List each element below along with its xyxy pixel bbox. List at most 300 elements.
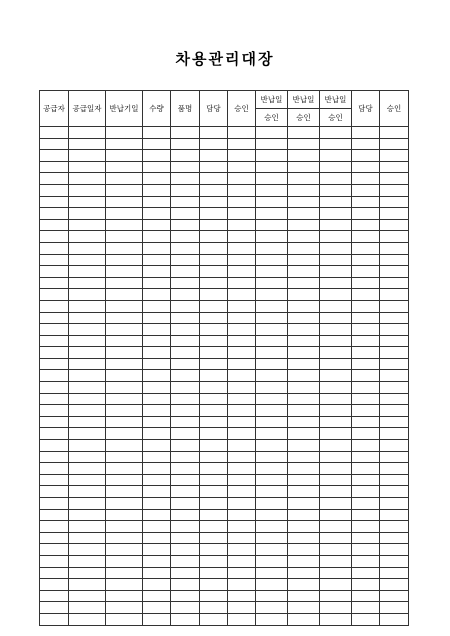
- table-cell[interactable]: [256, 393, 288, 405]
- table-cell[interactable]: [352, 463, 380, 475]
- table-cell[interactable]: [106, 613, 143, 625]
- table-cell[interactable]: [143, 335, 171, 347]
- table-cell[interactable]: [256, 208, 288, 220]
- table-cell[interactable]: [200, 590, 228, 602]
- table-cell[interactable]: [352, 613, 380, 625]
- table-cell[interactable]: [288, 242, 320, 254]
- table-cell[interactable]: [320, 405, 352, 417]
- table-cell[interactable]: [256, 451, 288, 463]
- table-cell[interactable]: [256, 219, 288, 231]
- table-cell[interactable]: [171, 416, 200, 428]
- table-cell[interactable]: [200, 335, 228, 347]
- table-cell[interactable]: [40, 555, 69, 567]
- table-cell[interactable]: [256, 300, 288, 312]
- table-cell[interactable]: [228, 324, 256, 336]
- table-cell[interactable]: [106, 579, 143, 591]
- table-cell[interactable]: [171, 440, 200, 452]
- table-cell[interactable]: [256, 138, 288, 150]
- table-cell[interactable]: [69, 579, 106, 591]
- table-cell[interactable]: [200, 208, 228, 220]
- table-cell[interactable]: [228, 590, 256, 602]
- table-cell[interactable]: [352, 231, 380, 243]
- table-cell[interactable]: [228, 382, 256, 394]
- table-cell[interactable]: [171, 498, 200, 510]
- table-cell[interactable]: [380, 208, 409, 220]
- table-cell[interactable]: [380, 474, 409, 486]
- table-cell[interactable]: [171, 208, 200, 220]
- table-cell[interactable]: [256, 335, 288, 347]
- table-cell[interactable]: [69, 277, 106, 289]
- table-cell[interactable]: [256, 277, 288, 289]
- table-cell[interactable]: [40, 150, 69, 162]
- table-cell[interactable]: [228, 208, 256, 220]
- table-cell[interactable]: [288, 335, 320, 347]
- table-cell[interactable]: [380, 590, 409, 602]
- table-cell[interactable]: [288, 393, 320, 405]
- table-cell[interactable]: [200, 277, 228, 289]
- table-cell[interactable]: [200, 347, 228, 359]
- table-cell[interactable]: [69, 208, 106, 220]
- table-cell[interactable]: [380, 300, 409, 312]
- table-cell[interactable]: [288, 579, 320, 591]
- table-cell[interactable]: [143, 300, 171, 312]
- table-cell[interactable]: [200, 544, 228, 556]
- table-cell[interactable]: [380, 567, 409, 579]
- table-cell[interactable]: [143, 451, 171, 463]
- table-cell[interactable]: [320, 300, 352, 312]
- table-cell[interactable]: [40, 463, 69, 475]
- table-cell[interactable]: [288, 289, 320, 301]
- table-cell[interactable]: [320, 382, 352, 394]
- table-cell[interactable]: [228, 602, 256, 614]
- table-cell[interactable]: [40, 486, 69, 498]
- table-cell[interactable]: [200, 532, 228, 544]
- table-cell[interactable]: [69, 127, 106, 139]
- table-cell[interactable]: [40, 579, 69, 591]
- table-cell[interactable]: [228, 509, 256, 521]
- table-cell[interactable]: [143, 161, 171, 173]
- table-cell[interactable]: [320, 474, 352, 486]
- table-cell[interactable]: [256, 567, 288, 579]
- table-cell[interactable]: [200, 498, 228, 510]
- table-cell[interactable]: [40, 138, 69, 150]
- table-cell[interactable]: [228, 613, 256, 625]
- table-cell[interactable]: [106, 428, 143, 440]
- table-cell[interactable]: [228, 242, 256, 254]
- table-cell[interactable]: [288, 127, 320, 139]
- table-cell[interactable]: [40, 521, 69, 533]
- table-cell[interactable]: [69, 219, 106, 231]
- table-cell[interactable]: [352, 324, 380, 336]
- table-cell[interactable]: [106, 208, 143, 220]
- table-cell[interactable]: [352, 127, 380, 139]
- table-cell[interactable]: [228, 474, 256, 486]
- table-cell[interactable]: [69, 254, 106, 266]
- table-cell[interactable]: [171, 254, 200, 266]
- table-cell[interactable]: [256, 579, 288, 591]
- table-cell[interactable]: [228, 335, 256, 347]
- table-cell[interactable]: [143, 266, 171, 278]
- table-cell[interactable]: [69, 567, 106, 579]
- table-cell[interactable]: [288, 370, 320, 382]
- table-cell[interactable]: [69, 242, 106, 254]
- table-cell[interactable]: [40, 393, 69, 405]
- table-cell[interactable]: [320, 289, 352, 301]
- table-cell[interactable]: [40, 173, 69, 185]
- table-cell[interactable]: [380, 532, 409, 544]
- table-cell[interactable]: [106, 254, 143, 266]
- table-cell[interactable]: [69, 173, 106, 185]
- table-cell[interactable]: [380, 277, 409, 289]
- table-cell[interactable]: [69, 498, 106, 510]
- table-cell[interactable]: [380, 451, 409, 463]
- table-cell[interactable]: [40, 416, 69, 428]
- table-cell[interactable]: [352, 486, 380, 498]
- table-cell[interactable]: [171, 184, 200, 196]
- table-cell[interactable]: [69, 335, 106, 347]
- table-cell[interactable]: [320, 532, 352, 544]
- table-cell[interactable]: [143, 312, 171, 324]
- table-cell[interactable]: [380, 498, 409, 510]
- table-cell[interactable]: [171, 474, 200, 486]
- table-cell[interactable]: [380, 266, 409, 278]
- table-cell[interactable]: [200, 161, 228, 173]
- table-cell[interactable]: [352, 277, 380, 289]
- table-cell[interactable]: [200, 358, 228, 370]
- table-cell[interactable]: [171, 335, 200, 347]
- table-cell[interactable]: [352, 266, 380, 278]
- table-cell[interactable]: [380, 312, 409, 324]
- table-cell[interactable]: [143, 231, 171, 243]
- table-cell[interactable]: [288, 440, 320, 452]
- table-cell[interactable]: [143, 613, 171, 625]
- table-cell[interactable]: [288, 567, 320, 579]
- table-cell[interactable]: [380, 613, 409, 625]
- table-cell[interactable]: [288, 486, 320, 498]
- table-cell[interactable]: [171, 382, 200, 394]
- table-cell[interactable]: [288, 358, 320, 370]
- table-cell[interactable]: [106, 358, 143, 370]
- table-cell[interactable]: [143, 440, 171, 452]
- table-cell[interactable]: [171, 127, 200, 139]
- table-cell[interactable]: [106, 138, 143, 150]
- table-cell[interactable]: [380, 161, 409, 173]
- table-cell[interactable]: [228, 184, 256, 196]
- table-cell[interactable]: [288, 509, 320, 521]
- table-cell[interactable]: [320, 184, 352, 196]
- table-cell[interactable]: [288, 324, 320, 336]
- table-cell[interactable]: [143, 196, 171, 208]
- table-cell[interactable]: [256, 440, 288, 452]
- table-cell[interactable]: [171, 138, 200, 150]
- table-cell[interactable]: [171, 150, 200, 162]
- table-cell[interactable]: [320, 440, 352, 452]
- table-cell[interactable]: [320, 150, 352, 162]
- table-cell[interactable]: [171, 196, 200, 208]
- table-cell[interactable]: [69, 590, 106, 602]
- table-cell[interactable]: [40, 277, 69, 289]
- table-cell[interactable]: [143, 382, 171, 394]
- table-cell[interactable]: [40, 370, 69, 382]
- table-cell[interactable]: [200, 254, 228, 266]
- table-cell[interactable]: [200, 486, 228, 498]
- table-cell[interactable]: [69, 184, 106, 196]
- table-cell[interactable]: [320, 173, 352, 185]
- table-cell[interactable]: [171, 370, 200, 382]
- table-cell[interactable]: [171, 451, 200, 463]
- table-cell[interactable]: [288, 521, 320, 533]
- table-cell[interactable]: [171, 242, 200, 254]
- table-cell[interactable]: [320, 196, 352, 208]
- table-cell[interactable]: [256, 184, 288, 196]
- table-cell[interactable]: [320, 498, 352, 510]
- table-cell[interactable]: [256, 324, 288, 336]
- table-cell[interactable]: [352, 138, 380, 150]
- table-cell[interactable]: [228, 370, 256, 382]
- table-cell[interactable]: [40, 242, 69, 254]
- table-cell[interactable]: [320, 579, 352, 591]
- table-cell[interactable]: [352, 300, 380, 312]
- table-cell[interactable]: [256, 416, 288, 428]
- table-cell[interactable]: [171, 428, 200, 440]
- table-cell[interactable]: [200, 127, 228, 139]
- table-cell[interactable]: [320, 127, 352, 139]
- table-cell[interactable]: [380, 138, 409, 150]
- table-cell[interactable]: [69, 196, 106, 208]
- table-cell[interactable]: [106, 173, 143, 185]
- table-cell[interactable]: [69, 161, 106, 173]
- table-cell[interactable]: [288, 532, 320, 544]
- table-cell[interactable]: [256, 613, 288, 625]
- table-cell[interactable]: [320, 254, 352, 266]
- table-cell[interactable]: [106, 382, 143, 394]
- table-cell[interactable]: [106, 127, 143, 139]
- table-cell[interactable]: [256, 266, 288, 278]
- table-cell[interactable]: [256, 498, 288, 510]
- table-cell[interactable]: [288, 138, 320, 150]
- table-cell[interactable]: [288, 150, 320, 162]
- table-cell[interactable]: [352, 405, 380, 417]
- table-cell[interactable]: [256, 521, 288, 533]
- table-cell[interactable]: [256, 486, 288, 498]
- table-cell[interactable]: [171, 602, 200, 614]
- table-cell[interactable]: [200, 509, 228, 521]
- table-cell[interactable]: [352, 219, 380, 231]
- table-cell[interactable]: [352, 579, 380, 591]
- table-cell[interactable]: [256, 382, 288, 394]
- table-cell[interactable]: [228, 498, 256, 510]
- table-cell[interactable]: [228, 312, 256, 324]
- table-cell[interactable]: [256, 428, 288, 440]
- table-cell[interactable]: [256, 602, 288, 614]
- table-cell[interactable]: [106, 300, 143, 312]
- table-cell[interactable]: [69, 428, 106, 440]
- table-cell[interactable]: [69, 393, 106, 405]
- table-cell[interactable]: [40, 544, 69, 556]
- table-cell[interactable]: [320, 521, 352, 533]
- table-cell[interactable]: [256, 127, 288, 139]
- table-cell[interactable]: [69, 521, 106, 533]
- table-cell[interactable]: [200, 521, 228, 533]
- table-cell[interactable]: [106, 544, 143, 556]
- table-cell[interactable]: [352, 173, 380, 185]
- table-cell[interactable]: [228, 266, 256, 278]
- table-cell[interactable]: [320, 428, 352, 440]
- table-cell[interactable]: [352, 242, 380, 254]
- table-cell[interactable]: [288, 231, 320, 243]
- table-cell[interactable]: [106, 521, 143, 533]
- table-cell[interactable]: [200, 289, 228, 301]
- table-cell[interactable]: [171, 393, 200, 405]
- table-cell[interactable]: [171, 567, 200, 579]
- table-cell[interactable]: [228, 150, 256, 162]
- table-cell[interactable]: [352, 358, 380, 370]
- table-cell[interactable]: [352, 208, 380, 220]
- table-cell[interactable]: [40, 266, 69, 278]
- table-cell[interactable]: [69, 382, 106, 394]
- table-cell[interactable]: [380, 509, 409, 521]
- table-cell[interactable]: [228, 451, 256, 463]
- table-cell[interactable]: [320, 324, 352, 336]
- table-cell[interactable]: [352, 347, 380, 359]
- table-cell[interactable]: [171, 219, 200, 231]
- table-cell[interactable]: [352, 521, 380, 533]
- table-cell[interactable]: [320, 242, 352, 254]
- table-cell[interactable]: [352, 150, 380, 162]
- table-cell[interactable]: [143, 277, 171, 289]
- table-cell[interactable]: [69, 231, 106, 243]
- table-cell[interactable]: [171, 509, 200, 521]
- table-cell[interactable]: [200, 266, 228, 278]
- table-cell[interactable]: [40, 289, 69, 301]
- table-cell[interactable]: [171, 289, 200, 301]
- table-cell[interactable]: [228, 254, 256, 266]
- table-cell[interactable]: [228, 463, 256, 475]
- table-cell[interactable]: [200, 150, 228, 162]
- table-cell[interactable]: [256, 254, 288, 266]
- table-cell[interactable]: [200, 370, 228, 382]
- table-cell[interactable]: [380, 150, 409, 162]
- table-cell[interactable]: [106, 498, 143, 510]
- table-cell[interactable]: [40, 208, 69, 220]
- table-cell[interactable]: [352, 184, 380, 196]
- table-cell[interactable]: [228, 416, 256, 428]
- table-cell[interactable]: [320, 393, 352, 405]
- table-cell[interactable]: [200, 312, 228, 324]
- table-cell[interactable]: [228, 347, 256, 359]
- table-cell[interactable]: [69, 312, 106, 324]
- table-cell[interactable]: [200, 324, 228, 336]
- table-cell[interactable]: [106, 486, 143, 498]
- table-cell[interactable]: [228, 231, 256, 243]
- table-cell[interactable]: [106, 463, 143, 475]
- table-cell[interactable]: [171, 521, 200, 533]
- table-cell[interactable]: [171, 358, 200, 370]
- table-cell[interactable]: [352, 393, 380, 405]
- table-cell[interactable]: [69, 486, 106, 498]
- table-cell[interactable]: [380, 173, 409, 185]
- table-cell[interactable]: [352, 289, 380, 301]
- table-cell[interactable]: [106, 324, 143, 336]
- table-cell[interactable]: [143, 219, 171, 231]
- table-cell[interactable]: [288, 277, 320, 289]
- table-cell[interactable]: [171, 266, 200, 278]
- table-cell[interactable]: [256, 532, 288, 544]
- table-cell[interactable]: [106, 532, 143, 544]
- table-cell[interactable]: [171, 579, 200, 591]
- table-cell[interactable]: [143, 555, 171, 567]
- table-cell[interactable]: [200, 451, 228, 463]
- table-cell[interactable]: [40, 324, 69, 336]
- table-cell[interactable]: [40, 498, 69, 510]
- table-cell[interactable]: [143, 590, 171, 602]
- table-cell[interactable]: [256, 196, 288, 208]
- table-cell[interactable]: [256, 405, 288, 417]
- table-cell[interactable]: [171, 161, 200, 173]
- table-cell[interactable]: [288, 463, 320, 475]
- table-cell[interactable]: [143, 486, 171, 498]
- table-cell[interactable]: [106, 219, 143, 231]
- table-cell[interactable]: [320, 509, 352, 521]
- table-cell[interactable]: [200, 219, 228, 231]
- table-cell[interactable]: [256, 463, 288, 475]
- table-cell[interactable]: [143, 428, 171, 440]
- table-cell[interactable]: [320, 451, 352, 463]
- table-cell[interactable]: [40, 440, 69, 452]
- table-cell[interactable]: [228, 428, 256, 440]
- table-cell[interactable]: [200, 602, 228, 614]
- table-cell[interactable]: [380, 463, 409, 475]
- table-cell[interactable]: [200, 184, 228, 196]
- table-cell[interactable]: [106, 161, 143, 173]
- table-cell[interactable]: [171, 324, 200, 336]
- table-cell[interactable]: [40, 613, 69, 625]
- table-cell[interactable]: [143, 498, 171, 510]
- table-cell[interactable]: [106, 347, 143, 359]
- table-cell[interactable]: [200, 428, 228, 440]
- table-cell[interactable]: [171, 532, 200, 544]
- table-cell[interactable]: [320, 463, 352, 475]
- table-cell[interactable]: [288, 219, 320, 231]
- table-cell[interactable]: [200, 405, 228, 417]
- table-cell[interactable]: [200, 196, 228, 208]
- table-cell[interactable]: [380, 579, 409, 591]
- table-cell[interactable]: [171, 463, 200, 475]
- table-cell[interactable]: [106, 590, 143, 602]
- table-cell[interactable]: [256, 474, 288, 486]
- table-cell[interactable]: [40, 590, 69, 602]
- table-cell[interactable]: [106, 416, 143, 428]
- table-cell[interactable]: [228, 393, 256, 405]
- table-cell[interactable]: [200, 382, 228, 394]
- table-cell[interactable]: [320, 544, 352, 556]
- table-cell[interactable]: [106, 231, 143, 243]
- table-cell[interactable]: [320, 161, 352, 173]
- table-cell[interactable]: [288, 613, 320, 625]
- table-cell[interactable]: [143, 127, 171, 139]
- table-cell[interactable]: [69, 463, 106, 475]
- table-cell[interactable]: [200, 463, 228, 475]
- table-cell[interactable]: [288, 474, 320, 486]
- table-cell[interactable]: [143, 138, 171, 150]
- table-cell[interactable]: [40, 451, 69, 463]
- table-cell[interactable]: [320, 370, 352, 382]
- table-cell[interactable]: [143, 509, 171, 521]
- table-cell[interactable]: [228, 173, 256, 185]
- table-cell[interactable]: [106, 312, 143, 324]
- table-cell[interactable]: [228, 532, 256, 544]
- table-cell[interactable]: [143, 405, 171, 417]
